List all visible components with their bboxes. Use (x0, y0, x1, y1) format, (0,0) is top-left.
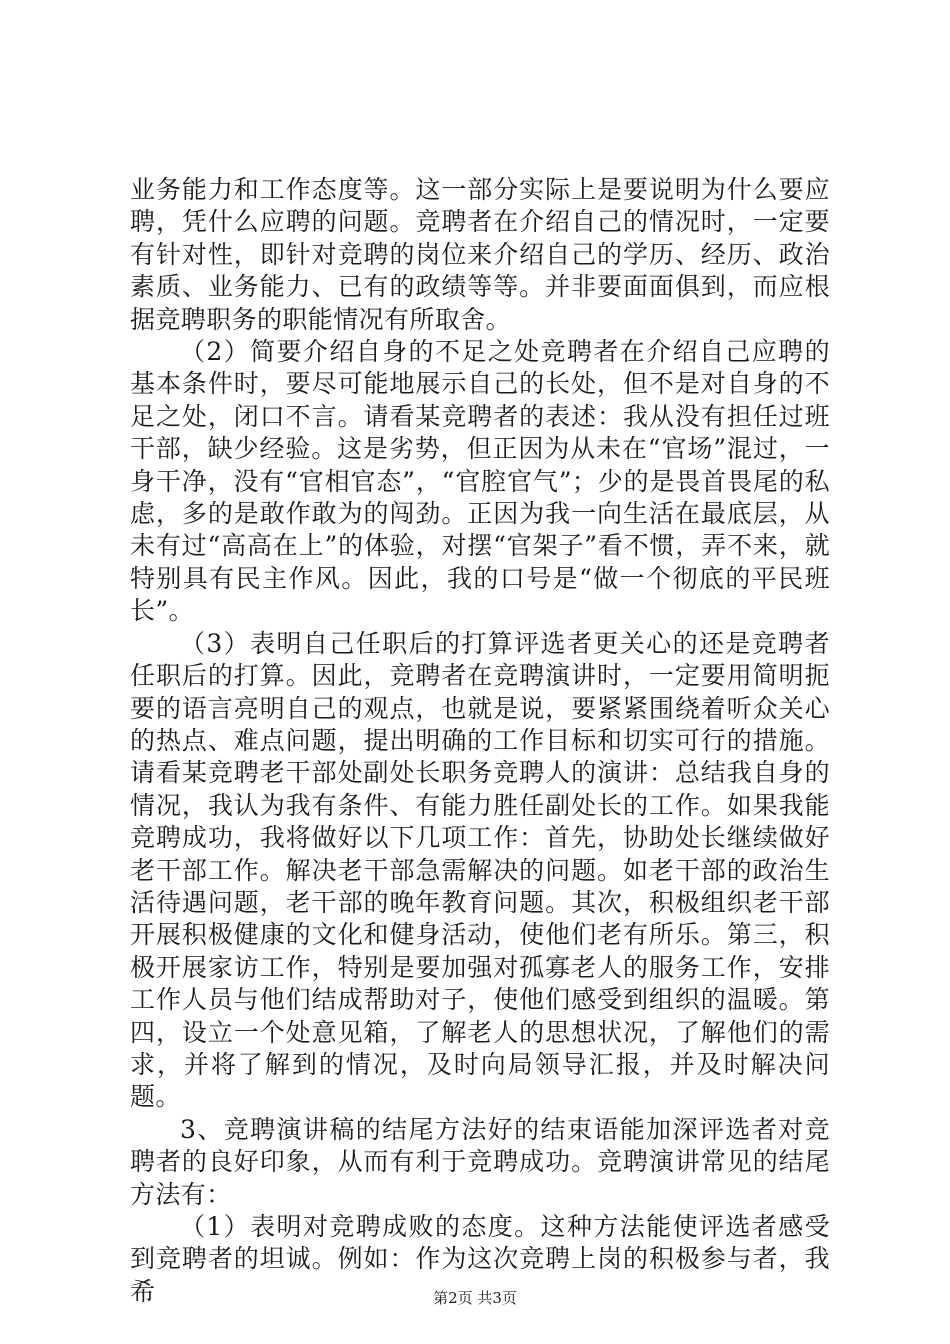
paragraph-2: （2）简要介绍自身的不足之处竞聘者在介绍自己应聘的基本条件时，要尽可能地展示自己的长处，但不是对自身的不足之处，闭口不言。请看某竞聘者的表述：我从没有担任过班干部，缺少经验。这是劣势，但正因为从未在“官场”混过，一身干净，没有“官相官态”，“官腔官气”；少的是畏首畏尾的私虑，多的是敢作敢为的闯劲。正因为我一向生活在最底层，从未有过“高高在上”的体验，对摆“官架子”看不惯，弄不来，就特别具有民主作风。因此，我的口号是“做一个彻底的平民班长”。 (130, 337, 830, 626)
paragraph-3: （3）表明自己任职后的打算评选者更关心的还是竞聘者任职后的打算。因此，竞聘者在竞聘演讲时，一定要用简明扼要的语言亮明自己的观点，也就是说，要紧紧围绕着听众关心的热点、难点问题，提出明确的工作目标和切实可行的措施。请看某竞聘老干部处副处长职务竞聘人的演讲：总结我自身的情况，我认为我有条件、有能力胜任副处长的工作。如果我能竞聘成功，我将做好以下几项工作：首先，协助处长继续做好老干部工作。解决老干部急需解决的问题。如老干部的政治生活待遇问题，老干部的晚年教育问题。其次，积极组织老干部开展积极健康的文化和健身活动，使他们老有所乐。第三，积极开展家访工作，特别是要加强对孤寡老人的服务工作，安排工作人员与他们结成帮助对子，使他们感受到组织的温暖。第四，设立一个处意见箱，了解老人的思想状况，了解他们的需求，并将了解到的情况，及时向局领导汇报，并及时解决问题。 (130, 628, 830, 1112)
paragraph-4: 3、竞聘演讲稿的结尾方法好的结束语能加深评选者对竞聘者的良好印象，从而有利于竞聘成功。竞聘演讲常见的结尾方法有： (130, 1114, 830, 1209)
paragraph-1: 业务能力和工作态度等。这一部分实际上是要说明为什么要应聘，凭什么应聘的问题。竞聘者在介绍自己的情况时，一定要有针对性，即针对竞聘的岗位来介绍自己的学历、经历、政治素质、业务能力、已有的政绩等等。并非要面面俱到，而应根据竞聘职务的职能情况有所取舍。 (130, 175, 830, 334)
paragraph-5: （1）表明对竞聘成败的态度。这种方法能使评选者感受到竞聘者的坦诚。例如：作为这次竞聘上岗的积极参与者，我希 (130, 1212, 830, 1306)
document-body (130, 174, 830, 1308)
page-number-footer: 第2页 共3页 (433, 1289, 517, 1307)
